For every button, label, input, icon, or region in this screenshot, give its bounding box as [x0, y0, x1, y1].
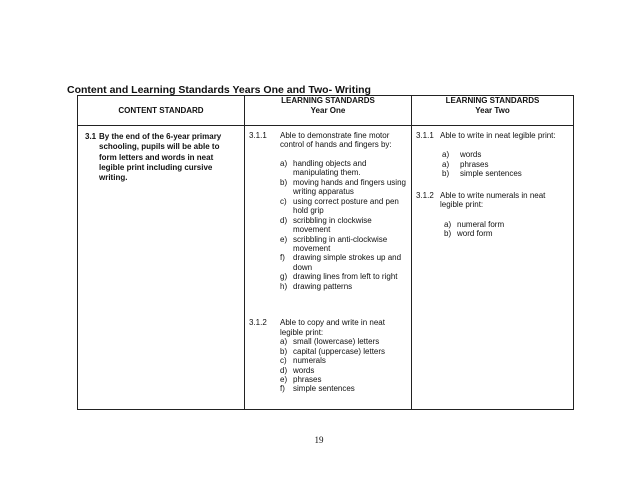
list-item-text: drawing lines from left to right	[293, 272, 398, 282]
list-item-label: b)	[444, 229, 452, 239]
list-item-text: handling objects and manipulating them.	[293, 158, 367, 178]
list-item-text: numerals	[293, 356, 326, 366]
standards-table	[77, 95, 574, 410]
list-item	[280, 272, 407, 281]
list-item-label: a)	[442, 150, 450, 160]
list-item-text: scribbling in anti-clockwise movement	[293, 234, 388, 253]
year-two-standard-2	[416, 191, 569, 210]
list-item	[442, 160, 569, 169]
list-item	[442, 150, 569, 159]
header-year-two	[412, 96, 574, 126]
list-item-label: e)	[280, 234, 288, 244]
content-standard-number: 3.1	[85, 132, 97, 141]
header-year-one-line1: LEARNING STANDARDS	[281, 96, 375, 105]
year-two-standard-1	[416, 131, 569, 140]
list-item	[280, 253, 407, 272]
year-one-standard-2-items	[280, 337, 407, 394]
year-two-standard-2-code: 3.1.2	[416, 190, 434, 200]
list-item	[444, 220, 569, 229]
list-item	[280, 178, 407, 197]
list-item-label: g)	[280, 272, 288, 282]
header-content-standard-label: CONTENT STANDARD	[118, 105, 204, 115]
list-item-text: simple sentences	[460, 169, 522, 179]
list-item-label: c)	[280, 356, 287, 366]
year-two-standard-1-code: 3.1.1	[416, 131, 434, 140]
list-item-text: phrases	[460, 159, 489, 169]
header-year-two-line2: Year Two	[475, 106, 510, 115]
list-item-label: b)	[442, 169, 450, 179]
list-item-text: words	[460, 150, 482, 160]
list-item-label: f)	[280, 384, 285, 394]
list-item	[280, 366, 407, 375]
year-one-standard-1	[249, 131, 407, 150]
header-year-one	[245, 96, 412, 126]
list-item-text: using correct posture and pen hold grip	[293, 196, 399, 216]
header-content-standard	[78, 96, 245, 126]
list-item	[280, 197, 407, 216]
header-year-two-line1: LEARNING STANDARDS	[445, 96, 540, 105]
list-item-label: a)	[280, 337, 288, 347]
list-item-text: drawing patterns	[293, 281, 353, 291]
list-item	[280, 235, 407, 254]
list-item	[280, 347, 407, 356]
list-item-label: b)	[280, 346, 288, 356]
year-one-standard-1-items	[280, 159, 407, 291]
header-year-one-line2: Year One	[310, 106, 346, 115]
list-item	[280, 375, 407, 384]
list-item-text: word form	[457, 229, 493, 239]
year-one-cell	[245, 126, 412, 410]
list-item-label: a)	[442, 159, 450, 169]
list-item	[280, 384, 407, 393]
list-item-text: numeral form	[457, 219, 505, 229]
year-one-standard-2-code: 3.1.2	[249, 318, 267, 328]
list-item-label: b)	[280, 177, 288, 187]
content-standard-text: By the end of the 6-year primary schooling, pupils will be able to form letters and words in neat legible print including cursive writing.	[99, 132, 222, 183]
list-item	[280, 282, 407, 291]
list-item-label: a)	[280, 158, 288, 168]
table-body-row	[78, 126, 574, 410]
list-item-text: simple sentences	[293, 384, 355, 394]
year-one-standard-1-text: Able to demonstrate fine motor control of hands and fingers by:	[280, 131, 392, 150]
year-two-standard-1-items	[442, 150, 569, 178]
year-two-cell	[412, 126, 574, 410]
list-item-text: words	[293, 365, 315, 375]
list-item-label: e)	[280, 374, 288, 384]
section-title: Content and Learning Standards Years One and Two- Writing	[67, 84, 371, 96]
list-item-text: moving hands and fingers using writing apparatus	[293, 177, 406, 197]
year-two-standard-2-items	[444, 220, 569, 239]
year-two-standard-1-text: Able to write in neat legible print:	[440, 131, 556, 140]
page-number: 19	[314, 435, 324, 445]
list-item	[442, 169, 569, 178]
list-item	[280, 216, 407, 235]
year-two-standard-2-text: Able to write numerals in neat legible print:	[440, 190, 546, 210]
list-item-text: drawing simple strokes up and down	[293, 253, 402, 272]
list-item-text: phrases	[293, 374, 322, 384]
table-header-row	[78, 96, 574, 126]
list-item-text: scribbling in clockwise movement	[293, 215, 372, 235]
year-one-standard-1-code: 3.1.1	[249, 131, 267, 140]
list-item-label: a)	[444, 219, 452, 229]
list-item-label: d)	[280, 365, 288, 375]
list-item-text: capital (uppercase) letters	[293, 346, 386, 356]
year-one-standard-2-text: Able to copy and write in neat legible print:	[280, 318, 385, 337]
list-item	[280, 337, 407, 346]
list-item-label: f)	[280, 253, 285, 263]
list-item	[280, 356, 407, 365]
list-item	[280, 159, 407, 178]
list-item-label: h)	[280, 281, 288, 291]
list-item-label: d)	[280, 215, 288, 225]
year-one-standard-2	[249, 318, 407, 337]
list-item-text: small (lowercase) letters	[293, 337, 380, 347]
list-item-label: c)	[280, 196, 287, 206]
list-item	[444, 229, 569, 238]
content-standard-cell	[78, 126, 245, 410]
